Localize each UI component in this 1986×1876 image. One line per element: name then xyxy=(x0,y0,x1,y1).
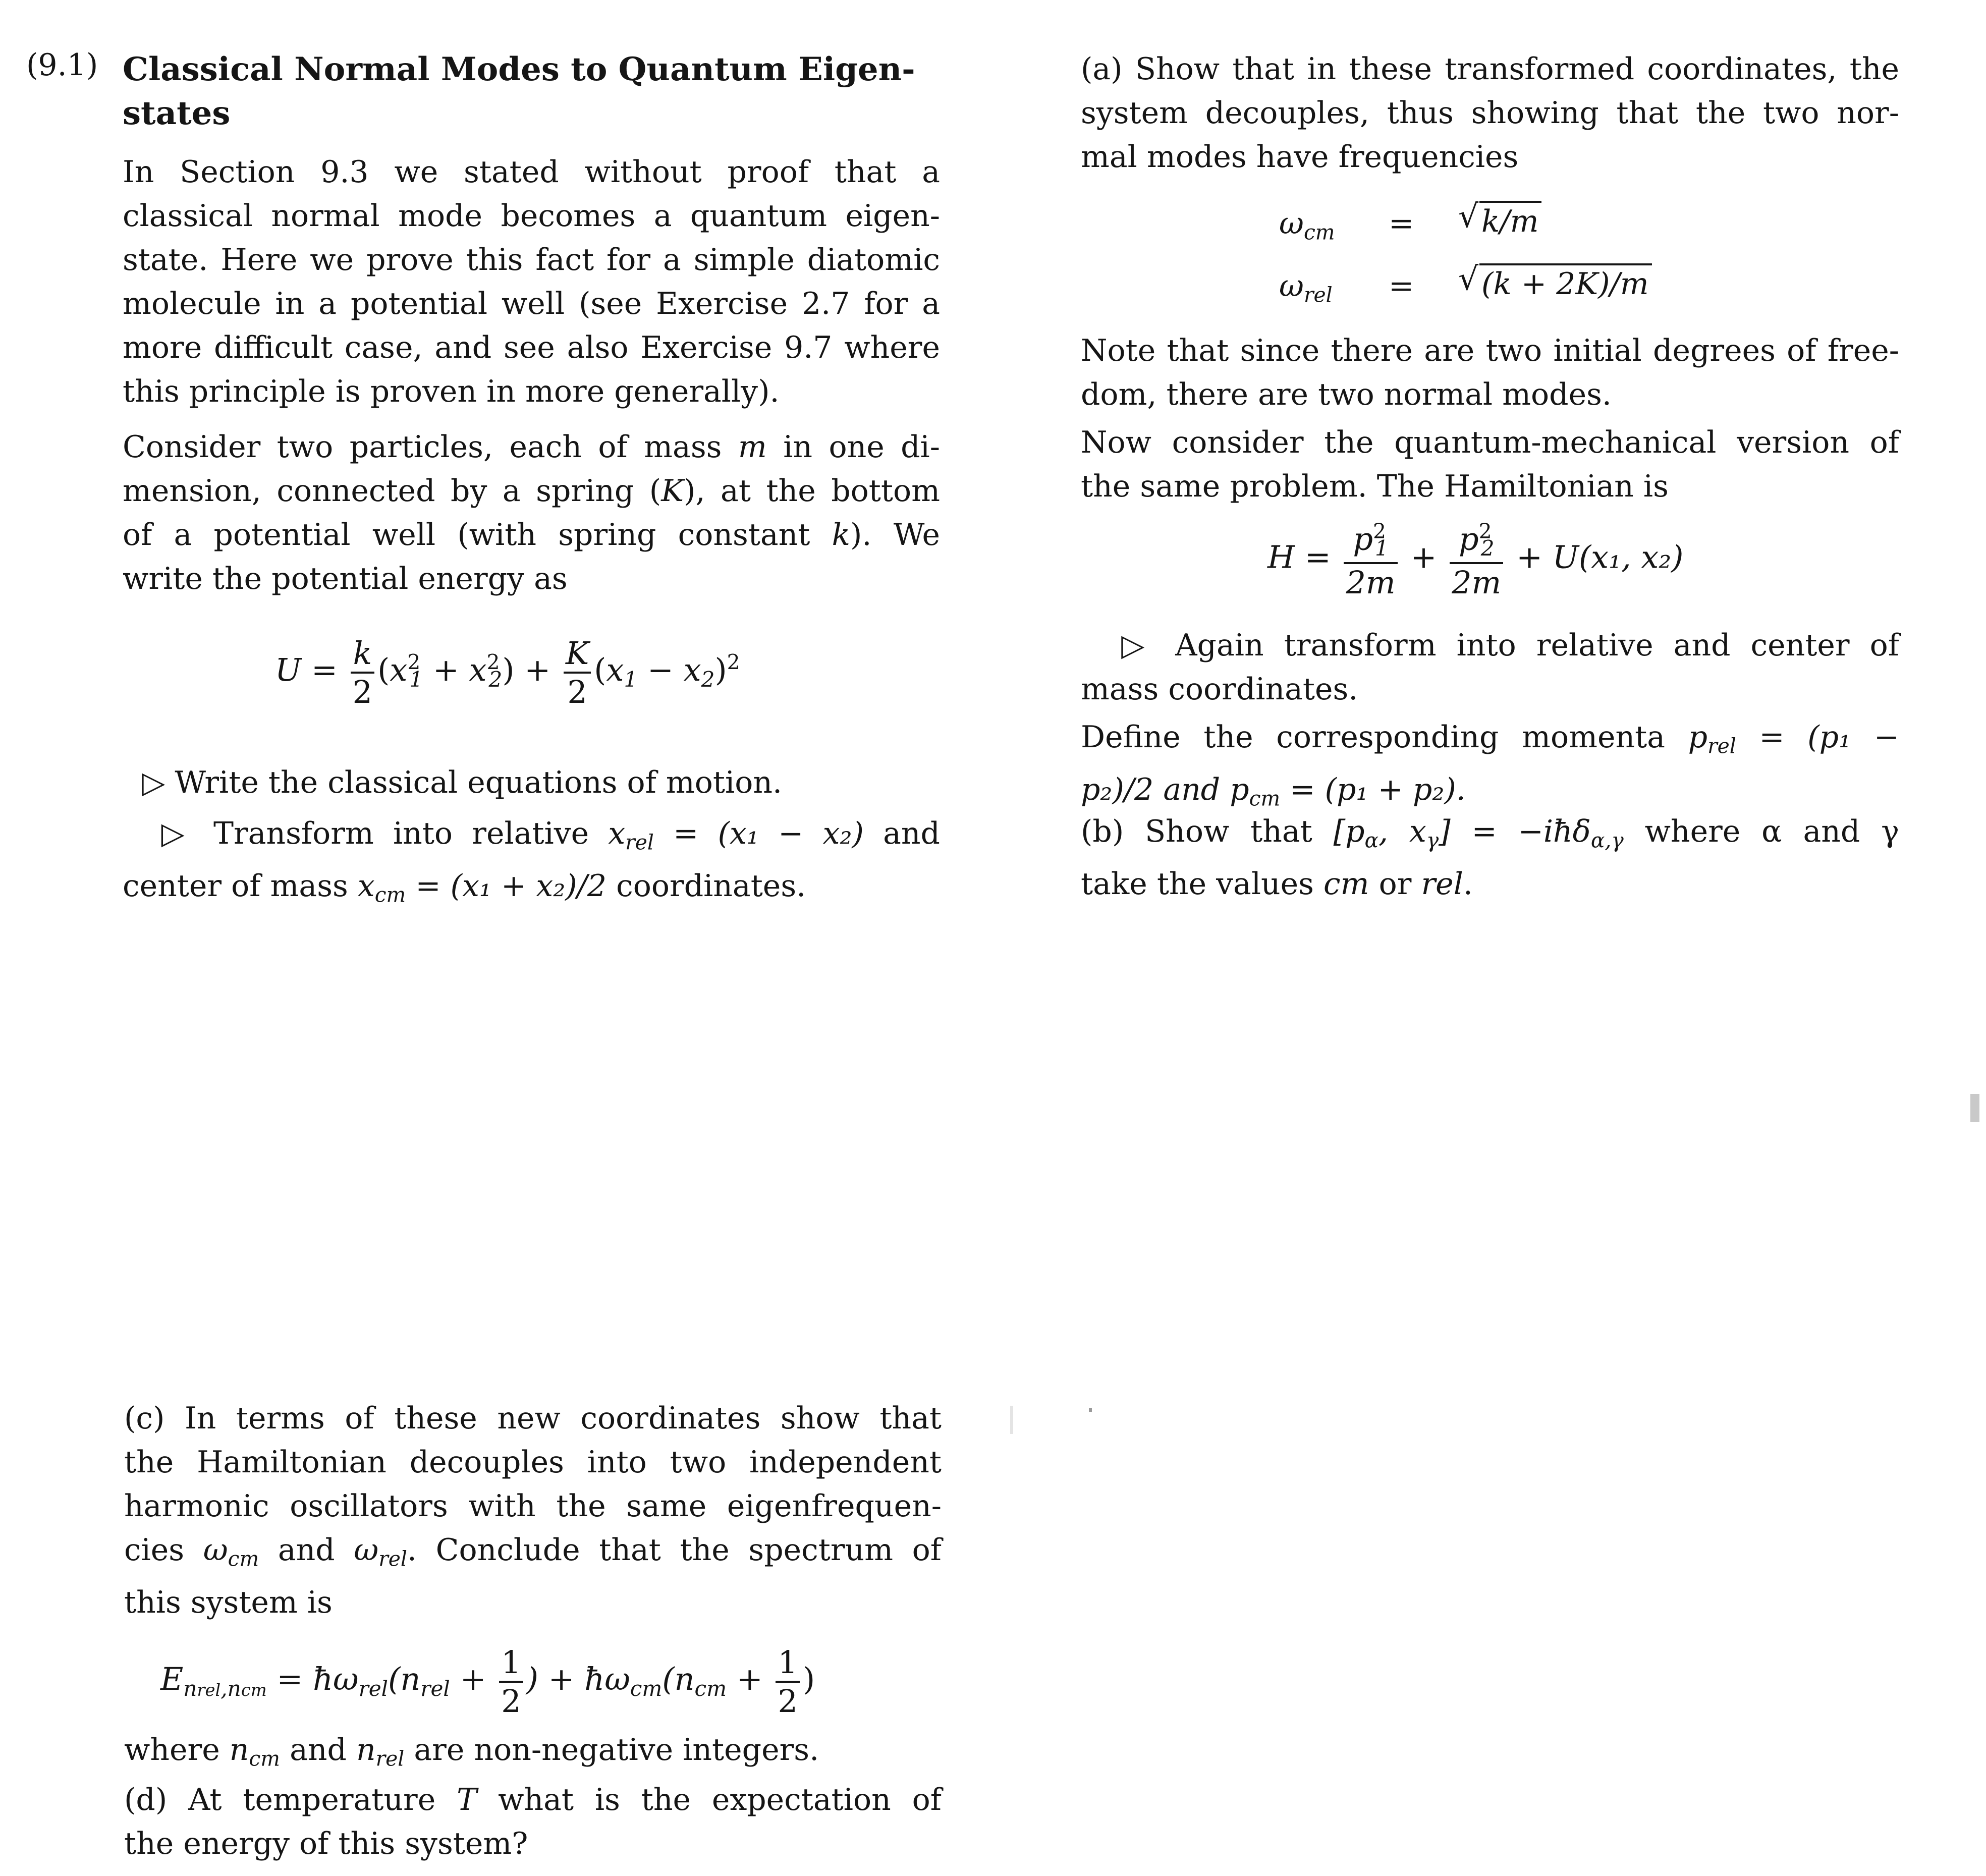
task-transform-line-1: ▷ Transform into relative $x_{rel} = (x_1 - x_2)$ and xyxy=(161,816,940,855)
momenta-paragraph xyxy=(1081,715,1899,821)
scan-edge-mark xyxy=(1970,1094,1979,1122)
task-transform-line-2: center of mass $x_{cm} = (x_1 + x_2)/2$ coordinates. xyxy=(123,868,806,907)
part-b-paragraph xyxy=(1081,810,1899,906)
triangle-bullet-icon: ▷ xyxy=(142,765,165,800)
part-a-line-1: (a) Show that in these transformed coordinates, the xyxy=(1081,51,1899,87)
part-c-line-3: harmonic oscillators with the same eigenfrequen- xyxy=(124,1488,942,1524)
part-c-line-2: the Hamiltonian decouples into two independent xyxy=(124,1445,942,1480)
consider-line-4: write the potential energy as xyxy=(123,561,568,596)
quantum-paragraph xyxy=(1081,421,1899,509)
again-paragraph xyxy=(1081,624,1899,711)
again-line-1: ▷ Again transform into relative and center of xyxy=(1121,628,1899,663)
part-d-line-1: (d) At temperature T what is the expectation of xyxy=(124,1782,942,1817)
exercise-title xyxy=(123,47,915,135)
intro-line-2: classical normal mode becomes a quantum eigen- xyxy=(123,198,940,234)
omega-rel-equals: = xyxy=(1389,268,1414,304)
part-a-line-3: mal modes have frequencies xyxy=(1081,139,1519,175)
part-b-line-2: take the values cm or rel. xyxy=(1081,866,1473,902)
task-equations-of-motion: ▷ Write the classical equations of motion. xyxy=(142,765,783,800)
spectrum-equation: $E_{nrel,ncm}$ = $ħ\omega_{rel}(n_{rel}$ + $\frac{1}{2}$ ) + $ħ\omega_{cm}(n_{cm}$ + $\frac{1}{2}$ ) xyxy=(160,1644,815,1720)
spring-k-symbol: k xyxy=(832,517,850,553)
note-line-2: dom, there are two normal modes. xyxy=(1081,377,1612,412)
intro-line-1: In Section 9.3 we stated without proof that a xyxy=(123,154,940,190)
omega-cm-value: √ k/m xyxy=(1458,201,1541,239)
part-c-paragraph xyxy=(124,1397,942,1625)
momenta-line-2: p₂)/2 and $p_{cm} = (p_1 + p_2)$. xyxy=(1081,772,1466,811)
omega-rel-row: $\omega_{rel}$ xyxy=(1279,268,1333,307)
part-b-line-1: (b) Show that [$p_\alpha$, $x_\gamma$] = −iħδ$_{\alpha,\gamma}$ where α and γ xyxy=(1081,814,1900,853)
again-line-2: mass coordinates. xyxy=(1081,672,1358,707)
part-a-line-2: system decouples, thus showing that the two nor- xyxy=(1081,95,1899,131)
intro-line-5: more difficult case, and see also Exercise 9.7 where xyxy=(123,330,940,365)
omega-cm-row: $\omega_{cm}$ xyxy=(1279,206,1335,245)
omega-cm-equals: = xyxy=(1389,206,1414,241)
quantum-line-1: Now consider the quantum-mechanical version of xyxy=(1081,425,1899,460)
intro-line-4: molecule in a potential well (see Exercise 2.7 for a xyxy=(123,286,940,321)
triangle-bullet-icon: ▷ xyxy=(1121,628,1155,663)
quantum-line-2: the same problem. The Hamiltonian is xyxy=(1081,469,1669,504)
hamiltonian-equation: H = $\frac{p^2_1}{2m}$ + $\frac{p^2_2}{2m}$ + U(x₁, x₂) xyxy=(1267,519,1684,601)
intro-line-6: this principle is proven in more generally). xyxy=(123,374,780,409)
part-c-line-1: (c) In terms of these new coordinates show that xyxy=(124,1401,942,1436)
consider-line-3: of a potential well (with spring constant k). We xyxy=(123,517,940,553)
consider-line-1: Consider two particles, each of mass m in one di- xyxy=(123,429,941,465)
note-line-1: Note that since there are two initial degrees of free- xyxy=(1081,333,1899,368)
part-d-paragraph xyxy=(124,1778,942,1866)
potential-equation: U = $\frac{k}{2}$ $(x^2_1 + x^2_2)$ + $\frac{K}{2}$ $(x_1 - x_2)^2$ xyxy=(275,635,740,711)
scan-dot xyxy=(1089,1408,1092,1412)
spring-K-symbol: K xyxy=(661,473,684,509)
exercise-number: (9.1) xyxy=(26,47,98,83)
where-line: where $n_{cm}$ and $n_{rel}$ are non-negative integers. xyxy=(124,1732,819,1771)
intro-paragraph xyxy=(123,150,940,414)
note-paragraph xyxy=(1081,329,1899,417)
momenta-line-1: Define the corresponding momenta $p_{rel} = (p_1$ − xyxy=(1081,720,1900,758)
scan-speck xyxy=(1010,1406,1013,1434)
intro-line-3: state. Here we prove this fact for a simple diatomic xyxy=(123,242,940,278)
omega-rel-value: √ (k + 2K)/m xyxy=(1458,263,1652,302)
triangle-bullet-icon: ▷ xyxy=(161,816,194,851)
part-a-paragraph xyxy=(1081,47,1899,179)
part-c-line-5: this system is xyxy=(124,1585,333,1621)
mass-symbol: m xyxy=(738,429,767,465)
part-d-line-2: the energy of this system? xyxy=(124,1826,528,1861)
part-c-line-4: cies $\omega_{cm}$ and $\omega_{rel}$. Conclude that the spectrum of xyxy=(124,1532,942,1571)
consider-line-2: mension, connected by a spring (K), at the bottom xyxy=(123,473,940,509)
title-line-2: states xyxy=(123,94,231,132)
title-line-1: Classical Normal Modes to Quantum Eigen- xyxy=(123,50,915,88)
consider-paragraph xyxy=(123,425,940,601)
task-bullets xyxy=(123,755,940,917)
